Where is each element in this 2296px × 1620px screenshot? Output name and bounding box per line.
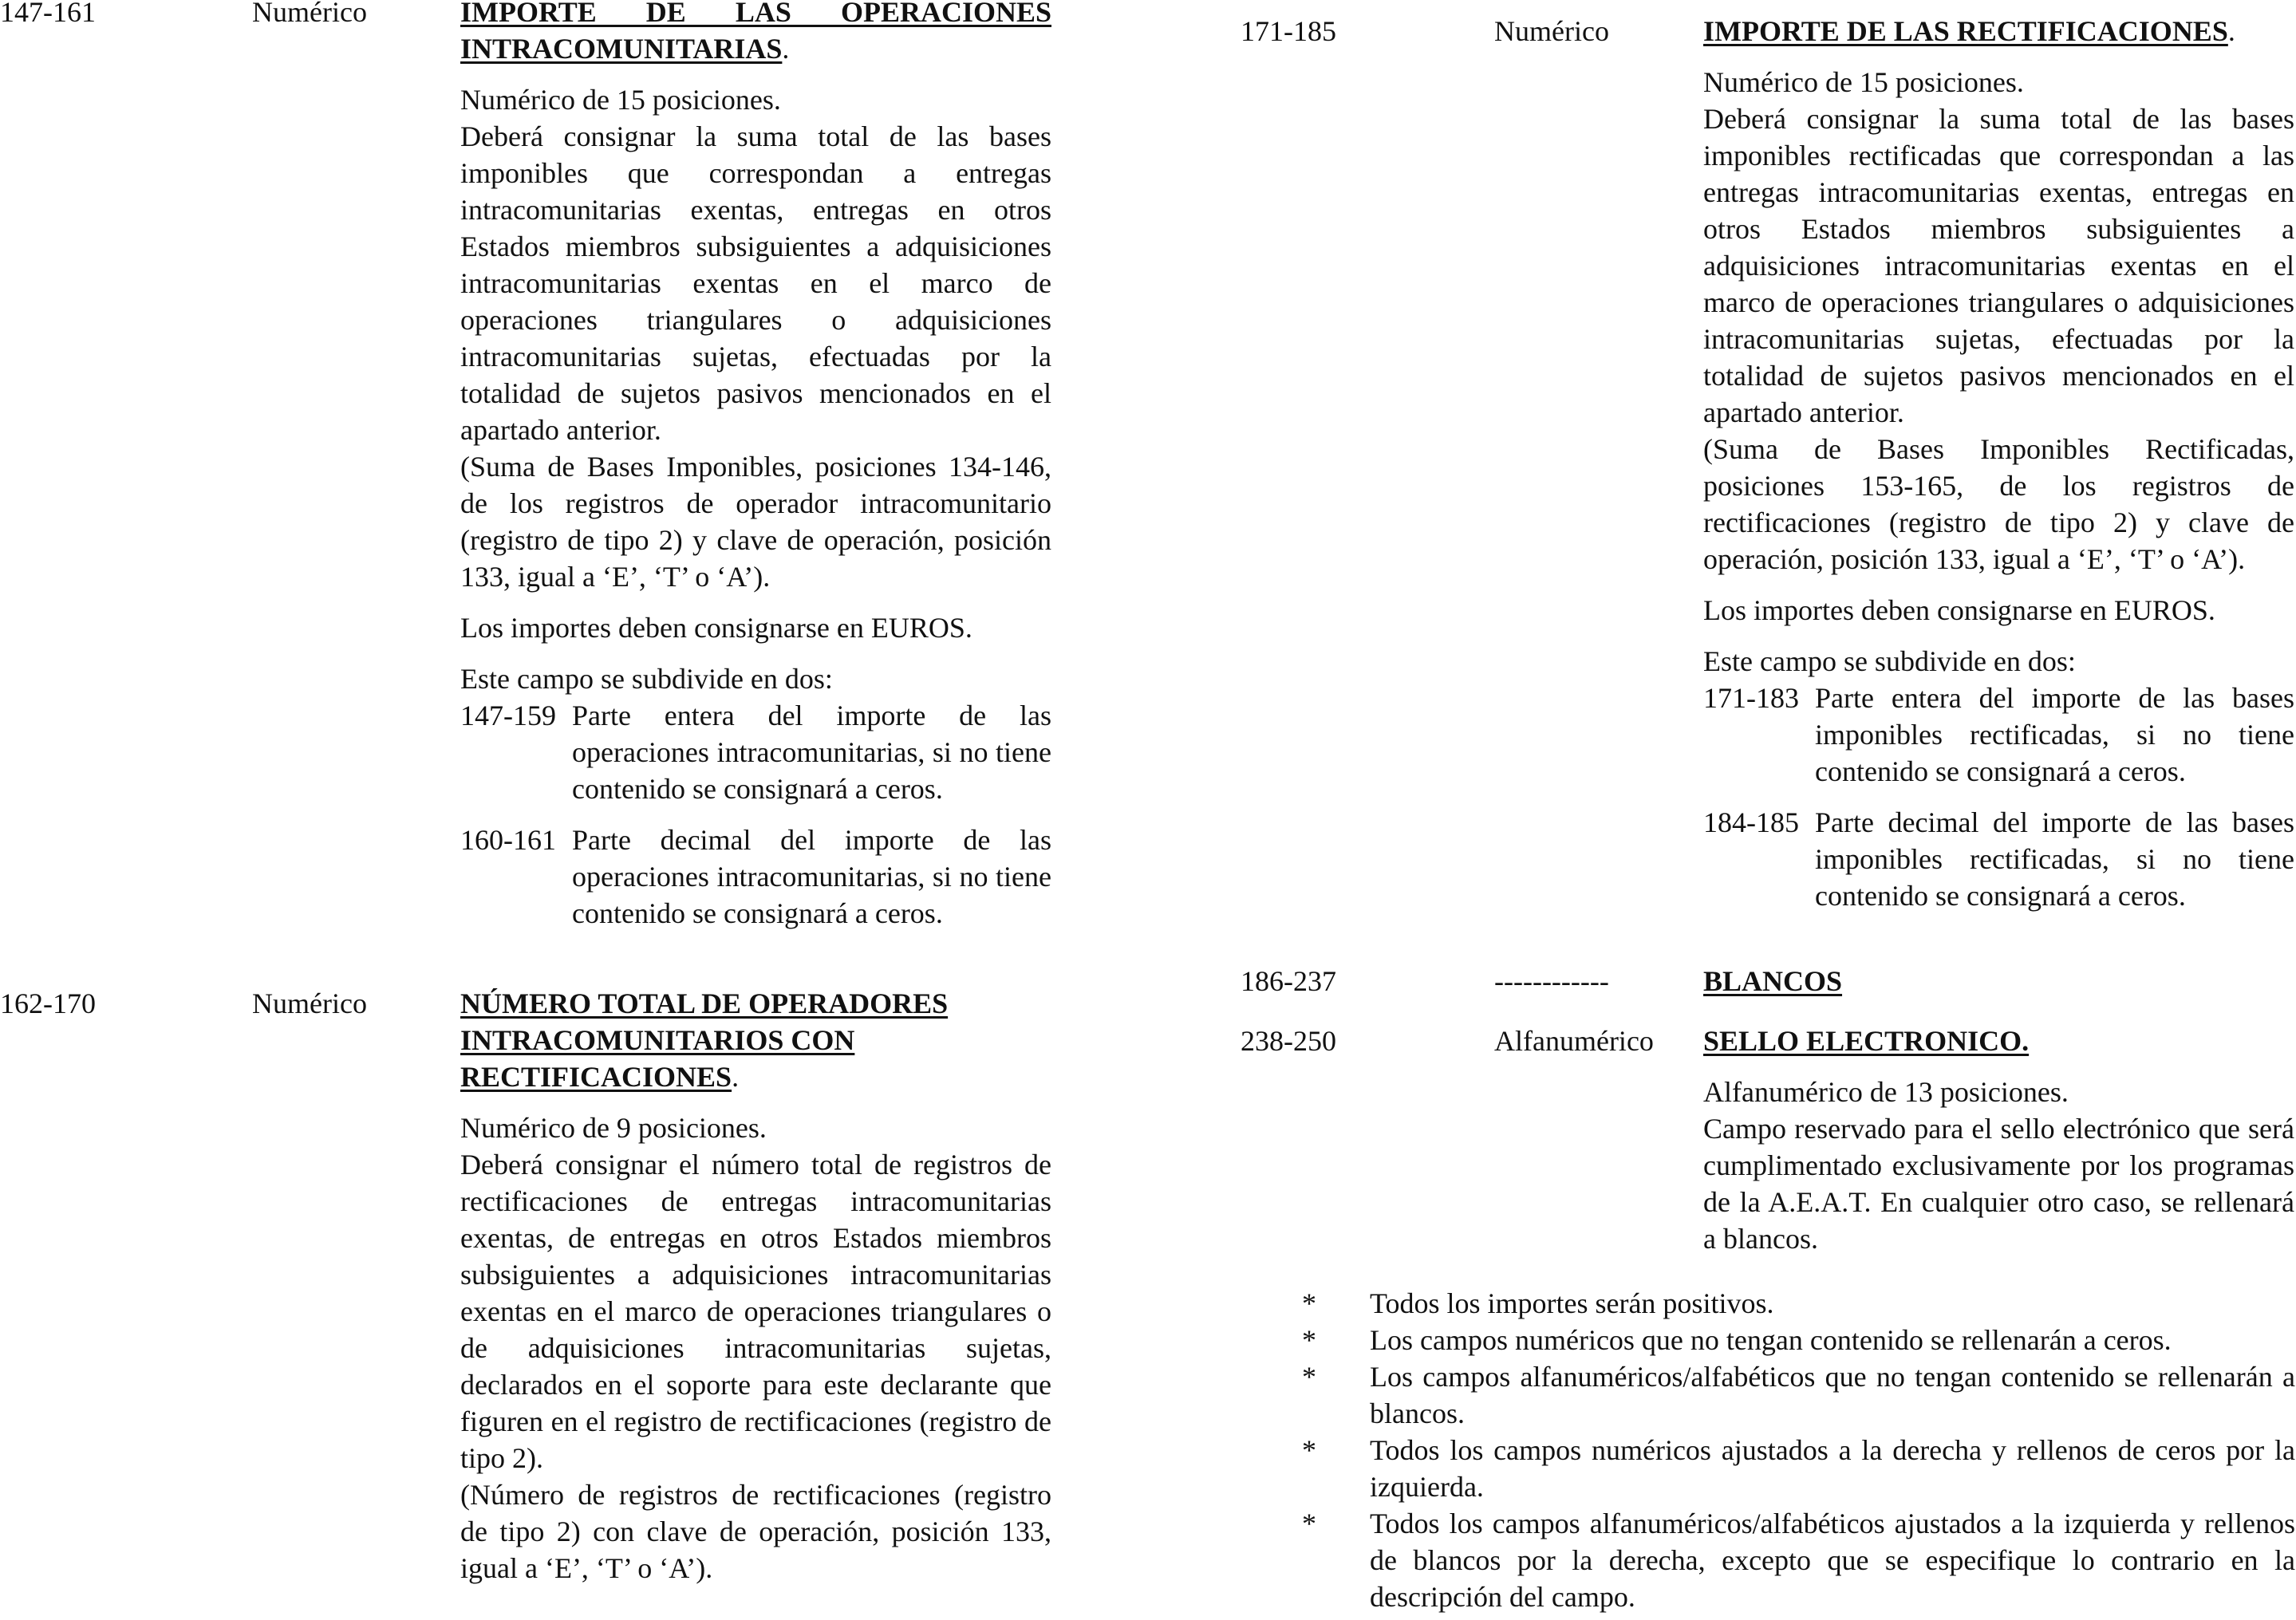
field-heading (460, 985, 1011, 1095)
note-text: Los campos alfanuméricos/alfabéticos que no tengan contenido se rellenarán a blancos. (1370, 1361, 2295, 1429)
field-position: 186-237 (1241, 965, 1336, 997)
field-type: Numérico (1494, 15, 1609, 47)
field-position: 162-170 (0, 987, 96, 1019)
field-heading-text: BLANCOS (1703, 965, 1843, 997)
paragraph: (Suma de Bases Imponibles, posiciones 134-146, de los registros de operador intracomunitario (registro de tipo 2) y clave de operación, posición 133, igual a ‘E’, ‘T’ o ‘A’). (460, 451, 1051, 593)
field-heading-text: SELLO ELECTRONICO. (1703, 1025, 2030, 1057)
note-bullet: * (1302, 1361, 1316, 1393)
note-bullet: * (1302, 1324, 1316, 1356)
field-position: 238-250 (1241, 1025, 1336, 1057)
field-position: 171-185 (1241, 15, 1336, 47)
subfield-text: Parte decimal del importe de las bases imponibles rectificadas, si no tiene contenido se consignará a ceros. (1815, 806, 2294, 912)
field-type: ------------ (1494, 965, 1609, 997)
field-heading-suffix: . (2227, 15, 2235, 47)
paragraph: Este campo se subdivide en dos: (1703, 645, 2076, 677)
paragraph: Numérico de 15 posiciones. (460, 84, 781, 116)
note-text: Todos los campos alfanuméricos/alfabéticos ajustados a la izquierda y rellenos de blancos por la derecha, excepto que se especifique lo contrario en la descripción del campo. (1370, 1508, 2295, 1613)
note-text: Todos los campos numéricos ajustados a la derecha y rellenos de ceros por la izquierda. (1370, 1434, 2295, 1503)
field-heading-text: IMPORTE DE LAS RECTIFICACIONES (1703, 15, 2228, 47)
note-text: Todos los importes serán positivos. (1370, 1287, 1774, 1319)
paragraph: Deberá consignar la suma total de las bases imponibles que correspondan a entregas intracomunitarias exentas, entregas en otros Estados miembros subsiguientes a adquisiciones intracomunitarias exentas en el marco de operaciones triangulares o adquisiciones intracomunitarias sujetas, efectuadas por la totalidad de sujetos pasivos mencionados en el apartado anterior. (460, 120, 1051, 446)
subfield-position: 147-159 (460, 700, 556, 731)
paragraph: Numérico de 9 posiciones. (460, 1112, 767, 1144)
paragraph: Campo reservado para el sello electrónico que será cumplimentado exclusivamente por los programas de la A.E.A.T. En cualquier otro caso, se rellenará a blancos. (1703, 1113, 2294, 1255)
note-bullet: * (1302, 1287, 1316, 1319)
field-position: 147-161 (0, 0, 96, 28)
note-item (1302, 1358, 2295, 1432)
field-description (1703, 64, 2294, 914)
field-heading-suffix: . (782, 33, 790, 65)
paragraph: Deberá consignar la suma total de las bases imponibles rectificadas que correspondan a las entregas intracomunitarias exentas, entregas en otros Estados miembros subsiguientes a adquisiciones intracomunitarias exentas en el marco de operaciones triangulares o adquisiciones intracomunitarias sujetas, efectuadas por la totalidad de sujetos pasivos mencionados en el apartado anterior. (1703, 103, 2294, 428)
field-heading (460, 0, 1051, 67)
field-description (460, 1110, 1051, 1586)
field-description (1703, 1074, 2294, 1257)
subfield-position: 184-185 (1703, 806, 1799, 838)
field-type: Numérico (252, 987, 367, 1019)
field-heading (1703, 963, 2294, 999)
subfield-position: 171-183 (1703, 682, 1799, 714)
field-heading-suffix: . (732, 1061, 740, 1093)
subfield (1703, 680, 2294, 790)
paragraph: Este campo se subdivide en dos: (460, 663, 833, 695)
subfield-position: 160-161 (460, 824, 556, 856)
paragraph: Los importes deben consignarse en EUROS. (1703, 594, 2215, 626)
paragraph: (Número de registros de rectificaciones (registro de tipo 2) con clave de operación, posición 133, igual a ‘E’, ‘T’ o ‘A’). (460, 1479, 1051, 1584)
subfield-text: Parte entera del importe de las operaciones intracomunitarias, si no tiene contenido se consignará a ceros. (572, 700, 1051, 805)
field-type: Alfanumérico (1494, 1025, 1654, 1057)
paragraph: Numérico de 15 posiciones. (1703, 66, 2024, 98)
note-bullet: * (1302, 1434, 1316, 1466)
field-heading-text: IMPORTE DE LAS OPERACIONES INTRACOMUNITARIAS (460, 0, 1051, 65)
note-item (1302, 1285, 2295, 1322)
paragraph: Deberá consignar el número total de registros de rectificaciones de entregas intracomunitarias exentas, de entregas en otros Estados miembros subsiguientes a adquisiciones intracomunitarias exentas en el marco de operaciones triangulares o de adquisiciones intracomunitarias sujetas, declarados en el soporte para este declarante que figuren en el registro de rectificaciones (registro de tipo 2). (460, 1149, 1051, 1474)
paragraph: Alfanumérico de 13 posiciones. (1703, 1076, 2069, 1108)
paragraph: (Suma de Bases Imponibles Rectificadas, posiciones 153-165, de los registros de rectificaciones (registro de tipo 2) y clave de operación, posición 133, igual a ‘E’, ‘T’ o ‘A’). (1703, 433, 2294, 575)
field-heading (1703, 1023, 2294, 1059)
field-block (460, 985, 1051, 1586)
note-item (1302, 1432, 2295, 1505)
note-bullet: * (1302, 1508, 1316, 1539)
field-description (460, 81, 1051, 932)
note-item (1302, 1505, 2295, 1615)
note-text: Los campos numéricos que no tengan contenido se rellenarán a ceros. (1370, 1324, 2172, 1356)
field-block (460, 0, 1051, 932)
subfield-text: Parte entera del importe de las bases imponibles rectificadas, si no tiene contenido se consignará a ceros. (1815, 682, 2294, 787)
field-heading-text: NÚMERO TOTAL DE OPERADORES INTRACOMUNITARIOS CON RECTIFICACIONES (460, 987, 949, 1093)
field-block (1703, 963, 2294, 999)
field-block (1703, 13, 2294, 914)
field-type: Numérico (252, 0, 367, 28)
field-block (1703, 1023, 2294, 1257)
subfield (460, 822, 1051, 932)
general-notes (1302, 1285, 2295, 1615)
note-item (1302, 1322, 2295, 1358)
subfield (460, 697, 1051, 807)
field-heading (1703, 13, 2294, 49)
subfield-text: Parte decimal del importe de las operaciones intracomunitarias, si no tiene contenido se consignará a ceros. (572, 824, 1051, 929)
paragraph: Los importes deben consignarse en EUROS. (460, 612, 972, 644)
subfield (1703, 804, 2294, 914)
